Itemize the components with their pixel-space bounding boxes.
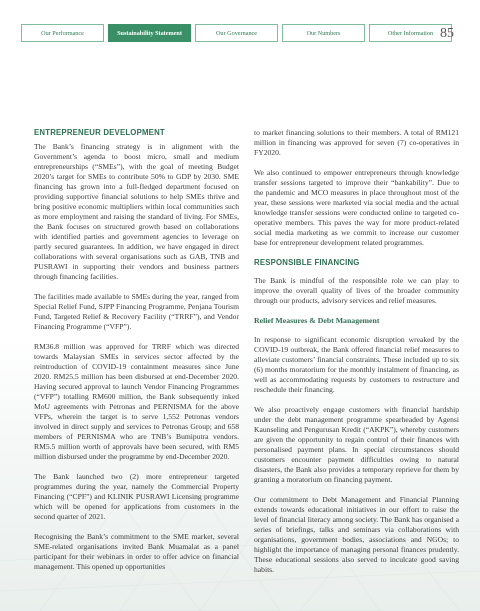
tab-our-numbers[interactable]: Our Numbers bbox=[282, 24, 365, 42]
tab-other-information[interactable]: Other Information bbox=[369, 24, 452, 42]
paragraph: The Bank’s financing strategy is in alignment with the Government’s agenda to boost micro, small and medium entrepreneurships (“SMEs”), with the goal of meeting Budget 2020’s target for SMEs to contribute 50% to GDP by 2030. SME financing has grown into a full-fledged department focused on providing supportive financial solutions to help SMEs thrive and bring positive economic multipliers within local communities such as more employment and raising the standard of living. For SMEs, the Bank focuses on structured growth based on collaborations with identified parties and government agencies to leverage on partly secured guarantees. In addition, we have engaged in direct collaborations with several organisations such as GAB, TNB and PUSRAWI in supporting their vendors and business partners through financing facilities. bbox=[34, 142, 239, 281]
left-column bbox=[34, 128, 239, 582]
subheading-relief-measures: Relief Measures & Debt Management bbox=[254, 316, 380, 325]
paragraph: We also proactively engage customers with financial hardship under the debt management programme spearheaded by Agensi Kaunseling and Pengurusan Kredit (“AKPK”), whereby customers are given the opportunity to regain control of their finances with personalised payment plans. In special circumstances should customers encounter payment difficulties owing to natural disasters, the Bank also provides a temporary reprieve for them by granting a moratorium on financing payment. bbox=[254, 405, 459, 484]
paragraph: to market financing solutions to their members. A total of RM121 million in financing was approved for seven (7) co-operatives in FY2020. bbox=[254, 128, 459, 157]
tab-sustainability-statement[interactable]: Sustainability Statement bbox=[108, 24, 191, 42]
paragraph: Our commitment to Debt Management and Financial Planning extends towards educational initiatives in our effort to raise the level of financial literacy among society. The Bank has organised a series of briefings, talks and seminars via collaborations with organisations, government bodies, associations and NGOs; to highlight the importance of managing personal finances prudently. These educational sessions also served to inculcate good saving habits. bbox=[254, 495, 459, 574]
tab-our-governance[interactable]: Our Governance bbox=[195, 24, 278, 42]
paragraph: In response to significant economic disruption wreaked by the COVID-19 outbreak, the Bank offered financial relief measures to alleviate customers’ financial constraints. These included up to six (6) months moratorium for the monthly instalment of financing, as well as accommodating requests by customers to restructure and reschedule their financing. bbox=[254, 335, 459, 394]
paragraph: Recognising the Bank’s commitment to the SME market, several SME-related organisations invited Bank Muamalat as a panel participant for their webinars in order to offer advice on financial management. This opened up opportunities bbox=[34, 532, 239, 571]
paragraph: The facilities made available to SMEs during the year, ranged from Special Relief Fund, SJPP Financing Programme, Penjana Tourism Fund, Targeted Relief & Recovery Facility (“TRRF”), and Vendor Financing Programme (“VFP”). bbox=[34, 292, 239, 331]
paragraph: The Bank is mindful of the responsible role we can play to improve the overall quality of lives of the broader community through our products, advisory services and relief measures. bbox=[254, 276, 459, 305]
tab-our-performance[interactable]: Our Performance bbox=[21, 24, 104, 42]
page-number: 85 bbox=[440, 26, 454, 41]
section-heading-entrepreneur: ENTREPRENEUR DEVELOPMENT bbox=[34, 128, 165, 137]
paragraph: The Bank launched two (2) more entrepreneur targeted programmes during the year, namely the Commercial Property Financing (“CPF”) and KLINIK PUSRAWI Licensing programme which will be opened for applications from customers in the second quarter of 2021. bbox=[34, 472, 239, 521]
right-column bbox=[254, 128, 459, 585]
paragraph: We also continued to empower entrepreneurs through knowledge transfer sessions targeted to improve their “bankability”. Due to the pandemic and MCO measures in place throughout most of the year, these sessions were marketed via social media and the actual knowledge transfer sessions were conducted online to targeted co-operative members. This paves the way for more product-related social media marketing as we commit to increase our customer base for entrepreneur development related programmes. bbox=[254, 168, 459, 247]
paragraph: RM36.8 million was approved for TRRF which was directed towards Malaysian SMEs in services sector affected by the reintroduction of COVID-19 containment measures since June 2020. RM25.5 million has been disbursed at end-December 2020. Having secured approval to launch Vendor Financing Programmes (“VFP”) totalling RM600 million, the Bank subsequently inked MoU agreements with Petronas and PERNISMA for the above VFPs, wherein the target is to serve 1,552 Petronas vendors involved in direct supply and services to Petronas Group; and 658 members of PERNISMA who are TNB’s Bumiputra vendors. RM5.5 million worth of approvals have been secured, with RM5 million disbursed under the programme by end-December 2020. bbox=[34, 342, 239, 461]
section-nav bbox=[21, 24, 452, 44]
section-heading-responsible-financing: RESPONSIBLE FINANCING bbox=[254, 258, 360, 267]
